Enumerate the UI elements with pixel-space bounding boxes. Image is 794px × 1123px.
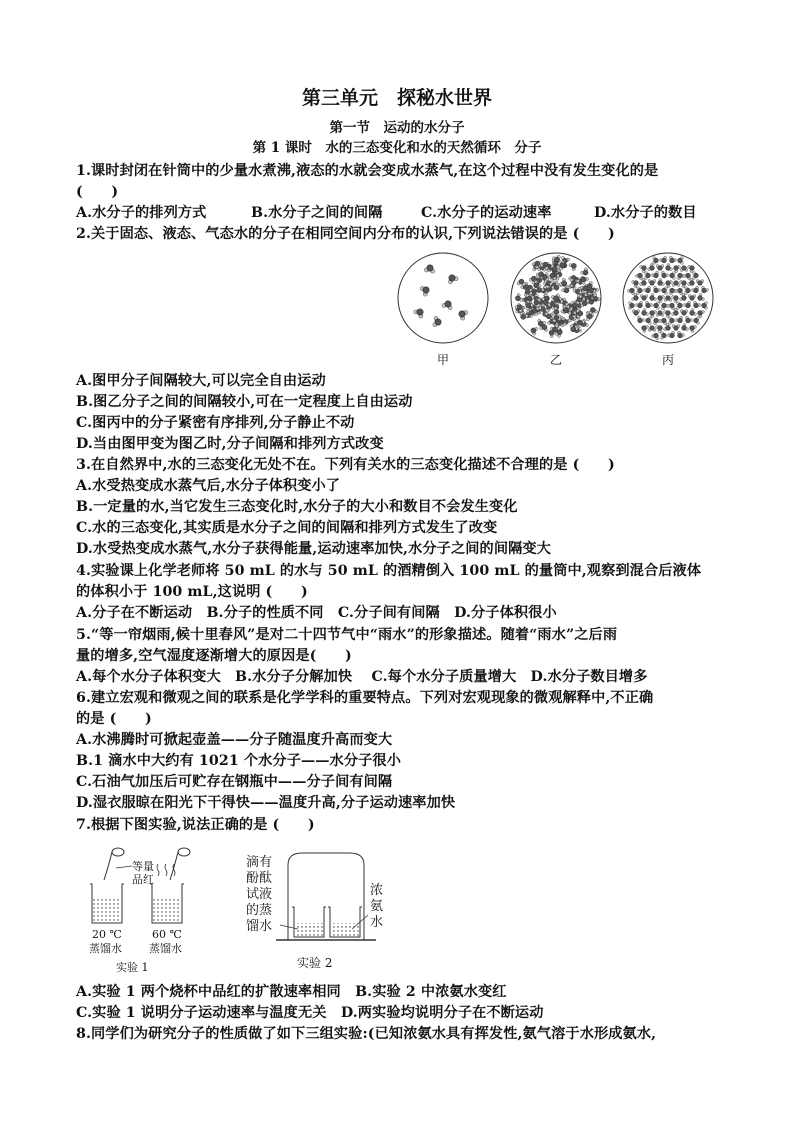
q4-stem-line2: 的体积小于 100 mL,这说明 ( ) bbox=[76, 584, 308, 600]
exp2-left-label-2: 酚酞 bbox=[246, 871, 273, 886]
exp1-tag-line1: 等量 bbox=[132, 860, 154, 873]
exp2-left-label-3: 试液 bbox=[246, 887, 273, 902]
q1-option-d: D.水分子的数目 bbox=[594, 205, 697, 221]
exp1-caption: 实验 1 bbox=[116, 961, 149, 974]
q7-stem: 7.根据下图实验,说法正确的是 ( ) bbox=[76, 817, 315, 833]
exp1-right-liquid: 蒸馏水 bbox=[149, 942, 182, 955]
q5-stem-line2: 量的增多,空气湿度逐渐增大的原因是( ) bbox=[76, 648, 352, 664]
exp2-right-label-3: 水 bbox=[370, 915, 384, 930]
q4-stem-line1: 4.实验课上化学老师将 50 mL 的水与 50 mL 的酒精倒入 100 mL 的量筒中,观察到混合后液体 bbox=[76, 563, 702, 579]
exp1-left-liquid: 蒸馏水 bbox=[89, 942, 122, 955]
q1-stem-line2: ( ) bbox=[76, 184, 119, 200]
q6-option-b: B.1 滴水中大约有 1021 个水分子——水分子很小 bbox=[76, 753, 401, 769]
q6-option-c: C.石油气加压后可贮存在钢瓶中——分子间有间隔 bbox=[76, 774, 393, 790]
exp2-right-label-1: 浓 bbox=[370, 883, 384, 898]
figure-label-jia: 甲 bbox=[437, 353, 450, 367]
q2-stem: 2.关于固态、液态、气态水的分子在相同空间内分布的认识,下列说法错误的是 ( ) bbox=[76, 226, 615, 242]
q4-options: A.分子在不断运动 B.分子的性质不同 C.分子间有间隔 D.分子体积很小 bbox=[76, 605, 557, 621]
q2-option-c: C.图丙中的分子紧密有序排列,分子静止不动 bbox=[76, 415, 355, 431]
exp2-right-label-2: 氨 bbox=[370, 899, 384, 914]
q7-options-ab: A.实验 1 两个烧杯中品红的扩散速率相同 B.实验 2 中浓氨水变红 bbox=[76, 984, 507, 1000]
q3-option-a: A.水受热变成水蒸气后,水分子体积变小了 bbox=[76, 478, 341, 494]
q3-option-c: C.水的三态变化,其实质是水分子之间的间隔和排列方式发生了改变 bbox=[76, 520, 498, 536]
section-title: 第一节 运动的水分子 bbox=[329, 120, 465, 136]
q1-option-c: C.水分子的运动速率 bbox=[421, 205, 552, 221]
q1-stem-line1: 1.课时封闭在针筒中的少量水煮沸,液态的水就会变成水蒸气,在这个过程中没有发生变化的是 bbox=[76, 163, 659, 179]
exp2-caption: 实验 2 bbox=[297, 956, 333, 970]
q3-stem: 3.在自然界中,水的三态变化无处不在。下列有关水的三态变化描述不合理的是 ( ) bbox=[76, 457, 615, 473]
q1-option-a: A.水分子的排列方式 bbox=[76, 205, 207, 221]
q2-option-d: D.当由图甲变为图乙时,分子间隔和排列方式改变 bbox=[76, 436, 384, 452]
q8-stem: 8.同学们为研究分子的性质做了如下三组实验:(已知浓氨水具有挥发性,氨气溶于水形成氨水, bbox=[76, 1026, 657, 1042]
lesson-title: 第 1 课时 水的三态变化和水的天然循环 分子 bbox=[252, 140, 542, 156]
q7-options-cd: C.实验 1 说明分子运动速率与温度无关 D.两实验均说明分子在不断运动 bbox=[76, 1005, 544, 1021]
q6-stem-line2: 的是 ( ) bbox=[76, 711, 152, 727]
experiment-1-figure bbox=[80, 838, 210, 978]
q1-option-b: B.水分子之间的间隔 bbox=[251, 205, 383, 221]
q3-option-b: B.一定量的水,当它发生三态变化时,水分子的大小和数目不会发生变化 bbox=[76, 499, 518, 515]
exp1-right-temp: 60 ℃ bbox=[152, 928, 182, 941]
q5-options: A.每个水分子体积变大 B.水分子分解加快 C.每个水分子质量增大 D.水分子数目增多 bbox=[76, 669, 648, 685]
exp2-left-label-5: 馏水 bbox=[246, 919, 273, 934]
unit-title: 第三单元 探秘水世界 bbox=[301, 87, 492, 109]
q6-option-d: D.湿衣服晾在阳光下干得快——温度升高,分子运动速率加快 bbox=[76, 795, 456, 811]
q6-option-a: A.水沸腾时可掀起壶盖——分子随温度升高而变大 bbox=[76, 732, 393, 748]
q5-stem-line1: 5.“等一帘烟雨,候十里春风”是对二十四节气中“雨水”的形象描述。随着“雨水”之后雨 bbox=[76, 627, 618, 643]
exp1-left-temp: 20 ℃ bbox=[92, 928, 122, 941]
exp2-left-label-1: 滴有 bbox=[246, 855, 273, 870]
q3-option-d: D.水受热变成水蒸气,水分子获得能量,运动速率加快,水分子之间的间隔变大 bbox=[76, 541, 551, 557]
figure-label-bing: 丙 bbox=[662, 353, 675, 367]
exp1-tag-line2: 品红 bbox=[132, 873, 154, 886]
exp2-left-label-4: 的蒸 bbox=[246, 903, 273, 918]
figure-label-yi: 乙 bbox=[550, 353, 563, 367]
q6-stem-line1: 6.建立宏观和微观之间的联系是化学学科的重要特点。下列对宏观现象的微观解释中,不正确 bbox=[76, 690, 654, 706]
q2-option-b: B.图乙分子之间的间隔较小,可在一定程度上自由运动 bbox=[76, 394, 413, 410]
q2-option-a: A.图甲分子间隔较大,可以完全自由运动 bbox=[76, 373, 326, 389]
